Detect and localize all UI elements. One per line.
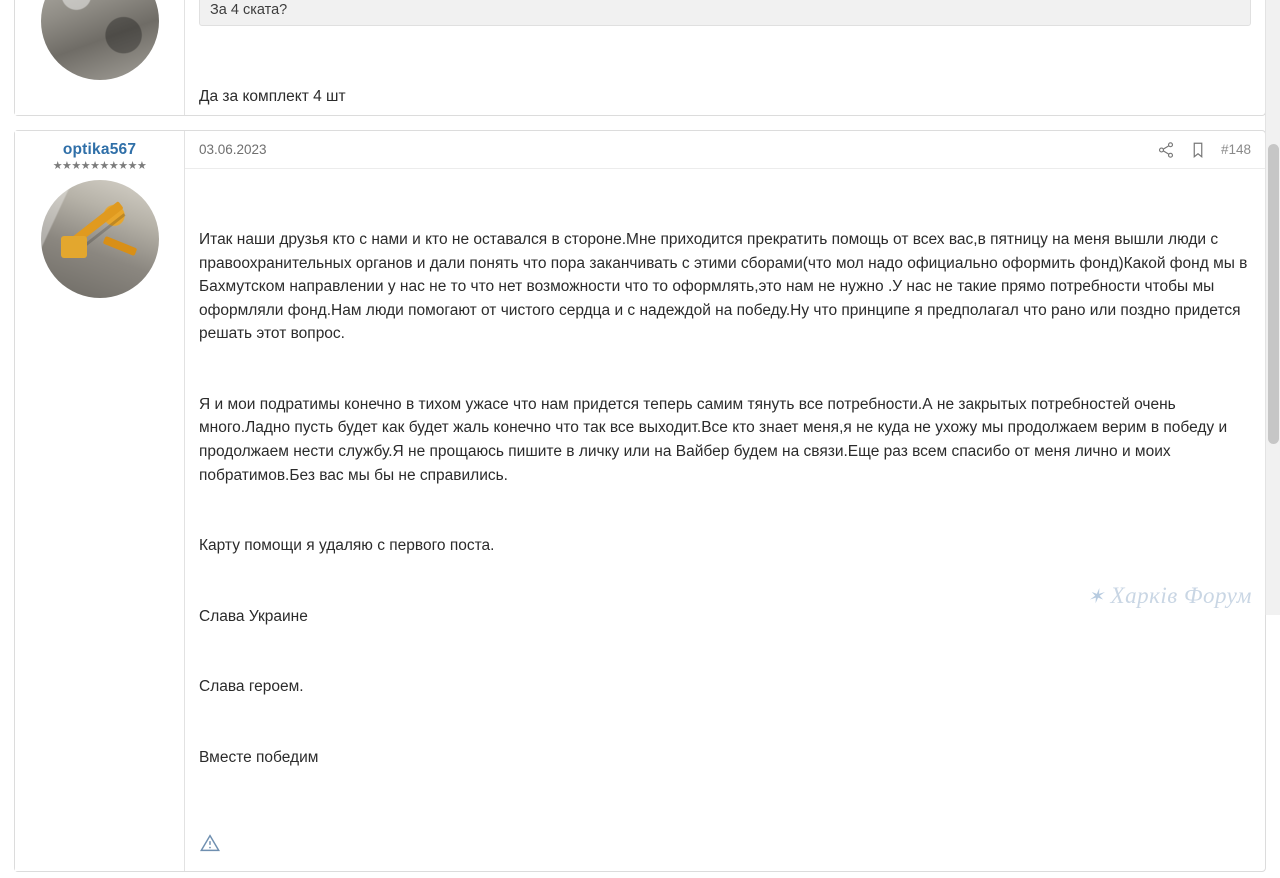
post-body-line: Да за комплект 4 шт bbox=[199, 88, 346, 106]
scrollbar-thumb[interactable] bbox=[1268, 144, 1279, 444]
post-body-line: Слава Украине bbox=[199, 607, 308, 625]
bookmark-icon[interactable] bbox=[1189, 141, 1207, 159]
post-actions bbox=[199, 831, 1251, 861]
post-body-line: Слава героем. bbox=[199, 678, 304, 696]
post-body-line: Вместе победим bbox=[199, 749, 319, 767]
post-body bbox=[199, 181, 1251, 817]
post-header bbox=[185, 131, 1265, 169]
post-author-column bbox=[15, 0, 185, 115]
star-compass-icon: ✶ bbox=[1087, 585, 1105, 608]
post-author-column bbox=[15, 131, 185, 871]
post-number[interactable]: #148 bbox=[1220, 142, 1251, 157]
post-body-line: Карту помощи я удаляю с первого поста. bbox=[199, 537, 495, 555]
quoted-text: За 4 ската? bbox=[199, 0, 1251, 26]
site-watermark bbox=[1087, 583, 1252, 609]
watermark-text: Харків Форум bbox=[1110, 583, 1252, 608]
post-date: 03.06.2023 bbox=[199, 142, 267, 157]
page-scrollbar[interactable] bbox=[1265, 0, 1280, 615]
post-content-column bbox=[185, 131, 1265, 871]
post-content-column bbox=[185, 0, 1265, 115]
post-header-actions bbox=[1157, 141, 1251, 159]
post-item bbox=[14, 130, 1266, 872]
post-body-line: Я и мои подратимы конечно в тихом ужасе что нам придется теперь самим тянуть все потребности.А не закрытых потребностей очень много.Ладно пусть будет как будет жаль конечно что так все выходит.Все кто знает меня,я не куда не ухожу мы продолжаем верим в победу и продолжаем нести службу.Я не прощаюсь пишите в личку или на Вайбер будем на связи.Еще раз всем спасибо от меня лично и моих побратимов.Без вас мы бы не справились. bbox=[199, 395, 1232, 484]
author-rank-stars: ★★★★★★★★★★ bbox=[52, 160, 147, 172]
avatar-detail bbox=[102, 236, 137, 256]
share-icon[interactable] bbox=[1157, 141, 1175, 159]
avatar[interactable] bbox=[41, 180, 159, 298]
post-body-line: Итак наши друзья кто с нами и кто не оставался в стороне.Мне приходится прекратить помощь от всех вас,в пятницу на меня вышли люди с правоохранительных органов и дали понять что пора заканчивать с этими сборами(что мол надо официально оформить фонд)Какой фонд мы в Бахмутском направлении у нас не то что нет возможности что то оформлять,это нам не нужно .У нас не такие прямо потребности чтобы мы оформляли фонд.Нам люди помогают от чистого сердца и с надеждой на победу.Ну что принципе я предполагал что рано или поздно придется решать этот вопрос. bbox=[199, 231, 1252, 343]
post-item bbox=[14, 0, 1266, 116]
warning-triangle-icon[interactable] bbox=[199, 832, 221, 859]
avatar[interactable] bbox=[41, 0, 159, 80]
avatar-detail bbox=[61, 236, 87, 258]
author-username[interactable]: optika567 bbox=[62, 141, 137, 158]
